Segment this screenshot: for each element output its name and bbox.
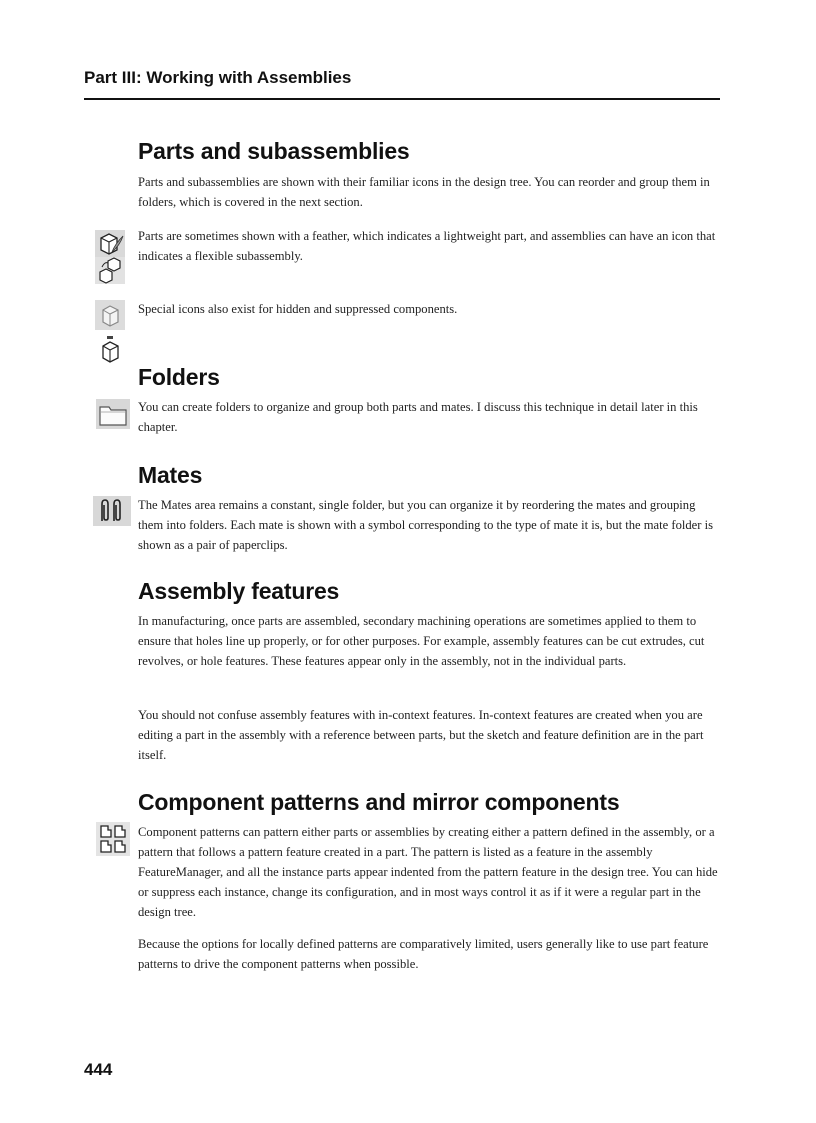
mates-paperclip-icon — [93, 496, 131, 526]
heading-folders: Folders — [138, 364, 220, 390]
flexible-subassembly-icon — [95, 257, 125, 284]
paragraph-parts-3: Special icons also exist for hidden and suppressed components. — [138, 302, 458, 316]
lightweight-part-icon — [95, 230, 125, 284]
paragraph-mates-1: The Mates area remains a constant, single folder, but you can organize it by reordering the mates and grouping them into folders. Each mate is shown with a symbol corresponding to the type of mate it is, but the mate folder is shown as a pair of paperclips. — [138, 498, 713, 552]
heading-mates: Mates — [138, 462, 203, 488]
hidden-component-icon — [95, 300, 125, 364]
paragraph-folders-1: You can create folders to organize and group both parts and mates. I discuss this technique in detail later in this chapter. — [138, 400, 698, 434]
heading-assembly-features: Assembly features — [138, 578, 340, 604]
paragraph-parts-2: Parts are sometimes shown with a feather, which indicates a lightweight part, and assemblies can have an icon that indicates a flexible subassembly. — [138, 229, 716, 263]
paragraph-features-1: In manufacturing, once parts are assembled, secondary machining operations are sometimes applied to them to ensure that holes line up properly, or for other purposes. For example, assembly features can be cut extrudes, cut revolves, or hole features. These features appear only in the assembly, not in the individual parts. — [138, 614, 705, 668]
paragraph-patterns-1: Component patterns can pattern either parts or assemblies by creating either a pattern defined in the assembly, or a pattern that follows a pattern feature created in a part. The pattern is listed as a feature in the assembly FeatureManager, and all the instance parts appear indented from the pattern feature in the design tree. You can hide or suppress each instance, change its configuration, and in most ways control it as if it were a regular part in the design tree. — [138, 825, 718, 919]
paragraph-patterns-2: Because the options for locally defined patterns are comparatively limited, users generally like to use part feature patterns to drive the component patterns when possible. — [138, 937, 709, 971]
page-number: 444 — [84, 1060, 113, 1079]
paragraph-features-2: You should not confuse assembly features with in-context features. In-context features are created when you are editing a part in the assembly with a reference between parts, but the sketch and feature definition are in the part itself. — [138, 708, 704, 762]
paragraph-parts-1: Parts and subassemblies are shown with their familiar icons in the design tree. You can reorder and group them in folders, which is covered in the next section. — [138, 175, 710, 209]
suppressed-component-icon — [103, 336, 118, 362]
component-pattern-icon — [96, 822, 130, 856]
heading-parts-subassemblies: Parts and subassemblies — [138, 138, 410, 164]
heading-component-patterns: Component patterns and mirror components — [138, 789, 620, 815]
folder-icon — [96, 399, 130, 429]
running-head — [84, 66, 720, 100]
running-title: Part III: Working with Assemblies — [84, 68, 352, 87]
